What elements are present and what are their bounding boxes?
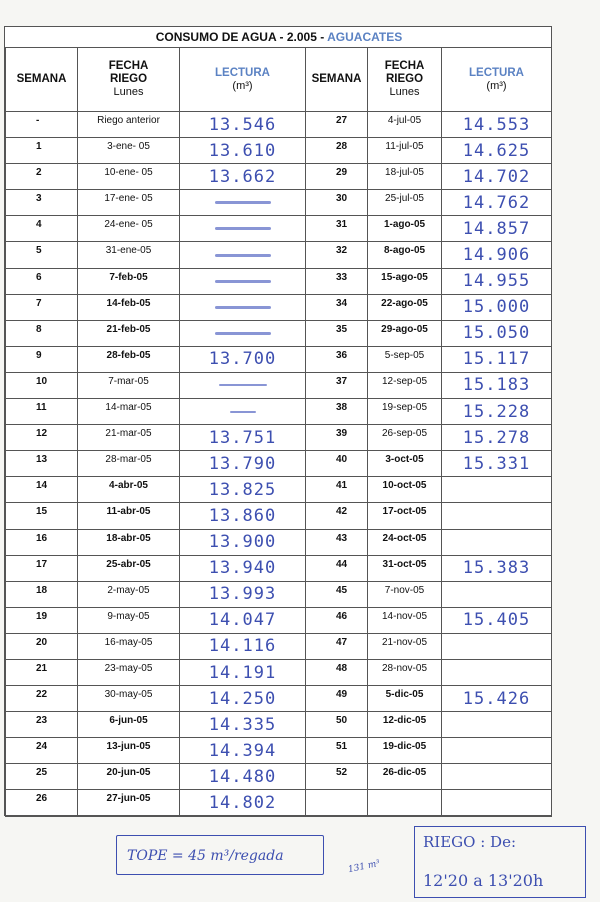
week-number-right: 30 [306, 190, 368, 216]
table-row [6, 190, 552, 216]
week-number-right: 37 [306, 372, 368, 398]
week-number-left: 6 [6, 268, 78, 294]
week-number-left: 3 [6, 190, 78, 216]
week-number-left: 23 [6, 712, 78, 738]
week-number-right [306, 790, 368, 816]
irrigation-date-left: 28-feb-05 [78, 346, 180, 372]
header-lectura-label: LECTURA [469, 66, 524, 79]
table-row [6, 503, 552, 529]
week-number-right: 40 [306, 451, 368, 477]
header-fecha-line1: FECHA [108, 60, 149, 72]
irrigation-date-right: 15-ago-05 [368, 268, 442, 294]
crossed-out-mark [215, 254, 271, 257]
table-row [6, 399, 552, 425]
irrigation-date-left: 24-ene- 05 [78, 216, 180, 242]
meter-reading-left: 13.790 [180, 451, 306, 477]
crossed-out-mark [215, 280, 271, 283]
meter-reading-right [442, 790, 552, 816]
irrigation-date-left: 20-jun-05 [78, 764, 180, 790]
meter-reading-right: 14.762 [442, 190, 552, 216]
week-number-left: 12 [6, 425, 78, 451]
meter-reading-left [180, 190, 306, 216]
irrigation-date-right: 24-oct-05 [368, 529, 442, 555]
week-number-right: 39 [306, 425, 368, 451]
crossed-out-mark [230, 411, 256, 413]
week-number-left: 7 [6, 294, 78, 320]
irrigation-date-left: 10-ene- 05 [78, 164, 180, 190]
meter-reading-right: 15.000 [442, 294, 552, 320]
week-number-right: 48 [306, 659, 368, 685]
table-row [6, 738, 552, 764]
header-fecha-line1: FECHA [384, 60, 425, 72]
table-row [6, 607, 552, 633]
irrigation-date-right: 22-ago-05 [368, 294, 442, 320]
irrigation-date-right: 14-nov-05 [368, 607, 442, 633]
week-number-left: 25 [6, 764, 78, 790]
irrigation-date-right: 25-jul-05 [368, 190, 442, 216]
irrigation-date-left: 7-feb-05 [78, 268, 180, 294]
meter-reading-right [442, 529, 552, 555]
week-number-right: 35 [306, 320, 368, 346]
irrigation-date-right [368, 790, 442, 816]
header-lectura-unit: (m³) [486, 79, 507, 92]
meter-reading-right: 15.050 [442, 320, 552, 346]
table-row [6, 764, 552, 790]
meter-reading-left [180, 268, 306, 294]
week-number-right: 34 [306, 294, 368, 320]
meter-reading-left: 13.940 [180, 555, 306, 581]
irrigation-date-right: 29-ago-05 [368, 320, 442, 346]
irrigation-date-left: 17-ene- 05 [78, 190, 180, 216]
irrigation-date-left: 31-ene-05 [78, 242, 180, 268]
meter-reading-left: 14.250 [180, 686, 306, 712]
irrigation-date-left: 23-may-05 [78, 659, 180, 685]
irrigation-date-left: 13-jun-05 [78, 738, 180, 764]
week-number-right: 41 [306, 477, 368, 503]
irrigation-date-left: 9-may-05 [78, 607, 180, 633]
week-number-left: 24 [6, 738, 78, 764]
week-number-right: 36 [306, 346, 368, 372]
irrigation-date-right: 21-nov-05 [368, 633, 442, 659]
irrigation-date-right: 11-jul-05 [368, 138, 442, 164]
irrigation-date-left: 28-mar-05 [78, 451, 180, 477]
table-row [6, 372, 552, 398]
crossed-out-mark [215, 201, 271, 204]
meter-reading-left [180, 320, 306, 346]
table-row [6, 633, 552, 659]
header-fecha-line2: RIEGO [109, 73, 148, 85]
riego-line2: 12'20 a 13'20h [423, 871, 544, 890]
irrigation-date-right: 26-dic-05 [368, 764, 442, 790]
meter-reading-left [180, 216, 306, 242]
meter-reading-right: 14.702 [442, 164, 552, 190]
table-row [6, 712, 552, 738]
meter-reading-right: 14.857 [442, 216, 552, 242]
week-number-left: 18 [6, 581, 78, 607]
irrigation-date-right: 7-nov-05 [368, 581, 442, 607]
irrigation-date-right: 4-jul-05 [368, 112, 442, 138]
meter-reading-left: 13.546 [180, 112, 306, 138]
irrigation-date-right: 19-sep-05 [368, 399, 442, 425]
irrigation-date-right: 5-sep-05 [368, 346, 442, 372]
week-number-right: 49 [306, 686, 368, 712]
meter-reading-left: 14.480 [180, 764, 306, 790]
table-row [6, 164, 552, 190]
meter-reading-right [442, 581, 552, 607]
meter-reading-right: 15.117 [442, 346, 552, 372]
consumption-table [5, 47, 552, 817]
table-row [6, 294, 552, 320]
week-number-left: 10 [6, 372, 78, 398]
meter-reading-right: 14.906 [442, 242, 552, 268]
header-lectura-right [442, 48, 552, 112]
meter-reading-right: 15.383 [442, 555, 552, 581]
week-number-right: 31 [306, 216, 368, 242]
meter-reading-left: 13.700 [180, 346, 306, 372]
water-consumption-sheet [4, 26, 552, 816]
meter-reading-right [442, 712, 552, 738]
week-number-left: 1 [6, 138, 78, 164]
table-row [6, 581, 552, 607]
irrigation-date-right: 1-ago-05 [368, 216, 442, 242]
irrigation-date-right: 12-sep-05 [368, 372, 442, 398]
meter-reading-right [442, 633, 552, 659]
week-number-right: 47 [306, 633, 368, 659]
table-row [6, 790, 552, 816]
meter-reading-left: 13.662 [180, 164, 306, 190]
meter-reading-left: 14.802 [180, 790, 306, 816]
sheet-title [5, 27, 553, 47]
irrigation-date-left: 6-jun-05 [78, 712, 180, 738]
irrigation-date-right: 28-nov-05 [368, 659, 442, 685]
meter-reading-right: 15.278 [442, 425, 552, 451]
meter-reading-right: 15.331 [442, 451, 552, 477]
irrigation-date-left: 11-abr-05 [78, 503, 180, 529]
table-header-row [6, 48, 552, 112]
table-row [6, 659, 552, 685]
week-number-right: 43 [306, 529, 368, 555]
week-number-left: 17 [6, 555, 78, 581]
meter-reading-left: 13.993 [180, 581, 306, 607]
tope-note: TOPE = 45 m³/regada [116, 835, 324, 875]
meter-reading-right [442, 477, 552, 503]
meter-reading-left: 13.825 [180, 477, 306, 503]
meter-reading-right [442, 764, 552, 790]
table-row [6, 425, 552, 451]
header-fecha-left [78, 48, 180, 112]
irrigation-date-left: 18-abr-05 [78, 529, 180, 555]
crossed-out-mark [215, 332, 271, 335]
meter-reading-right [442, 738, 552, 764]
irrigation-date-left: 3-ene- 05 [78, 138, 180, 164]
meter-reading-left: 14.047 [180, 607, 306, 633]
irrigation-date-right: 12-dic-05 [368, 712, 442, 738]
header-lectura-left [180, 48, 306, 112]
meter-reading-right: 15.228 [442, 399, 552, 425]
irrigation-date-left: 27-jun-05 [78, 790, 180, 816]
week-number-right: 28 [306, 138, 368, 164]
irrigation-date-left: 14-mar-05 [78, 399, 180, 425]
table-row [6, 529, 552, 555]
meter-reading-left: 13.860 [180, 503, 306, 529]
irrigation-date-left: 4-abr-05 [78, 477, 180, 503]
meter-reading-left [180, 294, 306, 320]
title-accent: AGUACATES [327, 30, 403, 44]
week-number-right: 52 [306, 764, 368, 790]
irrigation-date-right: 19-dic-05 [368, 738, 442, 764]
week-number-left: 22 [6, 686, 78, 712]
meter-reading-right: 15.426 [442, 686, 552, 712]
week-number-right: 27 [306, 112, 368, 138]
meter-reading-right: 14.955 [442, 268, 552, 294]
week-number-right: 44 [306, 555, 368, 581]
table-row [6, 112, 552, 138]
irrigation-date-left: 21-feb-05 [78, 320, 180, 346]
week-number-right: 46 [306, 607, 368, 633]
irrigation-date-right: 18-jul-05 [368, 164, 442, 190]
irrigation-date-left: 30-may-05 [78, 686, 180, 712]
meter-reading-right [442, 659, 552, 685]
irrigation-date-right: 17-oct-05 [368, 503, 442, 529]
meter-reading-right: 14.553 [442, 112, 552, 138]
side-note: 131 m³ [347, 858, 381, 876]
header-semana-right: SEMANA [306, 48, 368, 112]
table-row [6, 268, 552, 294]
header-fecha-right [368, 48, 442, 112]
irrigation-date-left: 21-mar-05 [78, 425, 180, 451]
table-row [6, 242, 552, 268]
header-lectura-label: LECTURA [215, 66, 270, 79]
header-fecha-line3: Lunes [389, 86, 420, 98]
table-row [6, 216, 552, 242]
irrigation-date-left: 16-may-05 [78, 633, 180, 659]
week-number-left: 4 [6, 216, 78, 242]
meter-reading-left: 13.900 [180, 529, 306, 555]
meter-reading-left: 14.116 [180, 633, 306, 659]
irrigation-date-right: 5-dic-05 [368, 686, 442, 712]
meter-reading-left: 13.751 [180, 425, 306, 451]
riego-line1: RIEGO : De: [423, 833, 516, 851]
week-number-right: 38 [306, 399, 368, 425]
header-fecha-line3: Lunes [113, 86, 144, 98]
week-number-left: 11 [6, 399, 78, 425]
irrigation-date-right: 3-oct-05 [368, 451, 442, 477]
riego-schedule-note [414, 826, 586, 898]
week-number-right: 51 [306, 738, 368, 764]
week-number-left: 9 [6, 346, 78, 372]
meter-reading-left: 14.335 [180, 712, 306, 738]
week-number-left: 21 [6, 659, 78, 685]
meter-reading-left [180, 399, 306, 425]
irrigation-date-left: 2-may-05 [78, 581, 180, 607]
irrigation-date-left: 25-abr-05 [78, 555, 180, 581]
table-row [6, 451, 552, 477]
week-number-left: 15 [6, 503, 78, 529]
week-number-right: 33 [306, 268, 368, 294]
week-number-left: 14 [6, 477, 78, 503]
week-number-left: - [6, 112, 78, 138]
week-number-left: 20 [6, 633, 78, 659]
table-row [6, 686, 552, 712]
crossed-out-mark [215, 306, 271, 309]
irrigation-date-left: 7-mar-05 [78, 372, 180, 398]
week-number-right: 29 [306, 164, 368, 190]
irrigation-date-right: 10-oct-05 [368, 477, 442, 503]
week-number-right: 45 [306, 581, 368, 607]
meter-reading-left: 14.394 [180, 738, 306, 764]
table-row [6, 555, 552, 581]
crossed-out-mark [215, 227, 271, 230]
week-number-right: 32 [306, 242, 368, 268]
header-fecha-line2: RIEGO [385, 73, 424, 85]
meter-reading-left [180, 242, 306, 268]
title-main: CONSUMO DE AGUA - 2.005 - [155, 30, 328, 44]
week-number-left: 26 [6, 790, 78, 816]
meter-reading-right: 15.183 [442, 372, 552, 398]
meter-reading-right [442, 503, 552, 529]
meter-reading-left [180, 372, 306, 398]
table-row [6, 346, 552, 372]
week-number-left: 5 [6, 242, 78, 268]
week-number-left: 19 [6, 607, 78, 633]
header-lectura-unit: (m³) [232, 79, 253, 92]
meter-reading-right: 15.405 [442, 607, 552, 633]
week-number-left: 13 [6, 451, 78, 477]
week-number-right: 42 [306, 503, 368, 529]
table-row [6, 477, 552, 503]
week-number-right: 50 [306, 712, 368, 738]
meter-reading-left: 14.191 [180, 659, 306, 685]
table-row [6, 320, 552, 346]
header-semana-left: SEMANA [6, 48, 78, 112]
irrigation-date-left: Riego anterior [78, 112, 180, 138]
week-number-left: 8 [6, 320, 78, 346]
week-number-left: 16 [6, 529, 78, 555]
meter-reading-right: 14.625 [442, 138, 552, 164]
crossed-out-mark [219, 384, 267, 386]
irrigation-date-right: 31-oct-05 [368, 555, 442, 581]
irrigation-date-right: 8-ago-05 [368, 242, 442, 268]
table-row [6, 138, 552, 164]
irrigation-date-left: 14-feb-05 [78, 294, 180, 320]
irrigation-date-right: 26-sep-05 [368, 425, 442, 451]
meter-reading-left: 13.610 [180, 138, 306, 164]
week-number-left: 2 [6, 164, 78, 190]
